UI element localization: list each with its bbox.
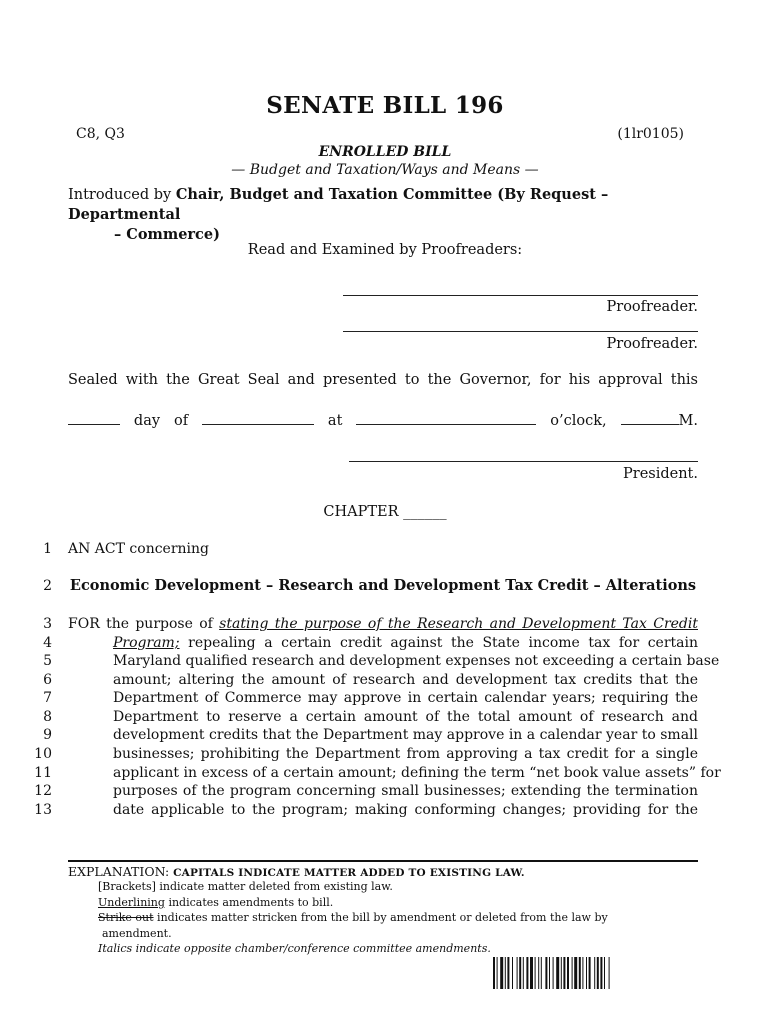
bill-title: SENATE BILL 196 (266, 92, 504, 119)
purpose-text: repealing a certain credit against the State income tax for certain (188, 635, 698, 651)
purpose-line: Department of Commerce may approve in certain calendar years; requiring the (113, 690, 698, 706)
proofreader-signature-line-1 (343, 295, 698, 296)
purpose-line: purposes of the program concerning small businesses; extending the termination (113, 783, 698, 799)
read-examined-label: Read and Examined by Proofreaders: (247, 242, 523, 258)
introduced-prefix: Introduced by (68, 187, 172, 203)
program-amendment: Program; (113, 635, 180, 651)
time-blank (356, 410, 536, 425)
explanation-strike (98, 911, 608, 924)
bill-status: ENROLLED BILL (318, 144, 452, 160)
explanation-rule (68, 860, 698, 862)
line-number: 1 (43, 541, 52, 557)
line-number: 9 (43, 727, 52, 743)
of-word: of (173, 413, 189, 429)
line-number: 4 (43, 635, 52, 651)
underlining-text: indicates amendments to bill. (168, 896, 334, 909)
purpose-line: amount; altering the amount of research and development tax credits that the (113, 672, 698, 688)
line-number: 10 (34, 746, 52, 762)
line-number: 13 (34, 802, 52, 818)
president-label: President. (623, 466, 698, 482)
purpose-line: Maryland qualified research and development expenses not exceeding a certain base (113, 653, 720, 669)
date-time-line (68, 410, 698, 429)
introduced-by (68, 185, 698, 245)
purpose-line: development credits that the Department may approve in a calendar year to small (113, 727, 698, 743)
purpose-line (68, 616, 698, 632)
purpose-line (113, 635, 698, 651)
purpose-line: date applicable to the program; making conforming changes; providing for the (113, 802, 698, 818)
underlining-sample: Underlining (98, 896, 165, 909)
purpose-line: applicant in excess of a certain amount; defining the term “net book value assets” for (113, 765, 721, 781)
president-signature-line (349, 461, 698, 462)
oclock-word: o’clock, (550, 413, 607, 429)
meridiem-group (621, 410, 698, 429)
chapter-line: CHAPTER ______ (323, 504, 447, 520)
day-blank (68, 410, 120, 425)
strike-sample: Strike out (98, 911, 154, 924)
proofreader-label-1: Proofreader. (606, 299, 698, 315)
drafting-number: (1lr0105) (617, 126, 684, 142)
strike-text: indicates matter stricken from the bill by amendment or deleted from the law by (157, 911, 608, 924)
act-concerning: AN ACT concerning (68, 541, 209, 557)
purpose-prefix: FOR the purpose of (68, 616, 213, 632)
line-number: 7 (43, 690, 52, 706)
explanation-label: EXPLANATION: (68, 864, 170, 879)
line-number: 12 (34, 783, 52, 799)
line-number: 8 (43, 709, 52, 725)
proofreader-signature-line-2 (343, 331, 698, 332)
purpose-line: Department to reserve a certain amount of the total amount of research and (113, 709, 698, 725)
purpose-amendment: stating the purpose of the Research and Development Tax Credit (219, 616, 698, 632)
sealed-sentence: Sealed with the Great Seal and presented to the Governor, for his approval this (68, 372, 698, 388)
proofreader-label-2: Proofreader. (606, 336, 698, 352)
line-number: 11 (34, 765, 52, 781)
purpose-line: businesses; prohibiting the Department from approving a tax credit for a single (113, 746, 698, 762)
explanation-underlining (98, 896, 333, 909)
sponsor-line1: Chair, Budget and Taxation Committee (By Request – Departmental (68, 186, 609, 223)
day-word: day (133, 413, 161, 429)
explanation-strike-cont: amendment. (102, 927, 172, 940)
line-number: 6 (43, 672, 52, 688)
sponsor-line2: – Commerce) (114, 226, 220, 243)
barcode-image (493, 957, 679, 989)
line-number: 2 (43, 578, 52, 594)
explanation-brackets: [Brackets] indicate matter deleted from existing law. (98, 880, 393, 893)
subject-codes: C8, Q3 (76, 126, 125, 142)
line-number: 3 (43, 616, 52, 632)
line-number: 5 (43, 653, 52, 669)
meridiem-word: M. (678, 413, 698, 429)
explanation-capitals: CAPITALS INDICATE MATTER ADDED TO EXISTING LAW. (173, 867, 525, 879)
month-blank (202, 410, 314, 425)
at-word: at (327, 413, 343, 429)
explanation-italics: Italics indicate opposite chamber/conference committee amendments. (98, 942, 491, 955)
committee-line: — Budget and Taxation/Ways and Means — (231, 162, 539, 178)
explanation-heading (68, 864, 698, 879)
meridiem-blank (621, 410, 679, 425)
act-title: Economic Development – Research and Development Tax Credit – Alterations (69, 577, 697, 594)
